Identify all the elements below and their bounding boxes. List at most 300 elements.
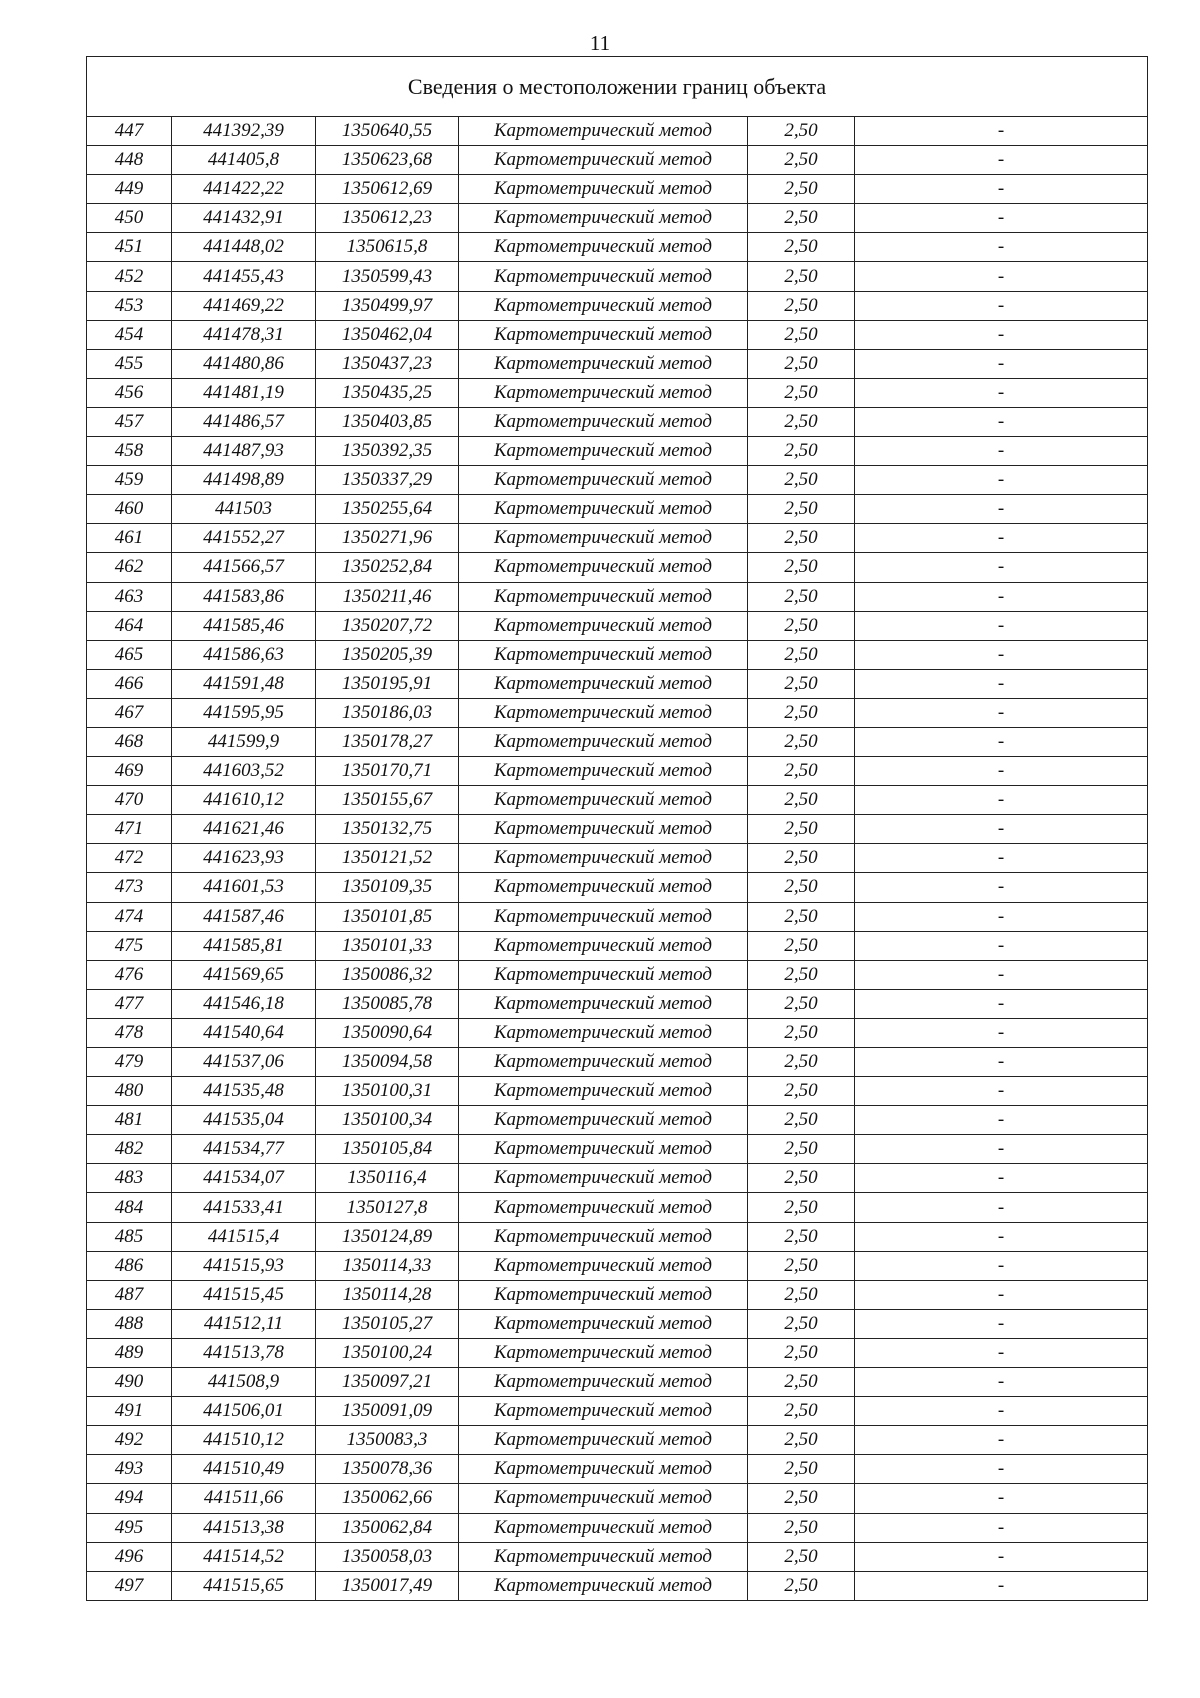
y-coordinate-cell: 1350062,66	[316, 1484, 459, 1513]
method-cell: Картометрический метод	[459, 1397, 748, 1426]
table-row	[87, 407, 1148, 436]
description-cell: -	[855, 1106, 1148, 1135]
y-coordinate-cell: 1350121,52	[316, 844, 459, 873]
table-row	[87, 611, 1148, 640]
point-number-cell: 453	[87, 291, 172, 320]
point-number-cell: 487	[87, 1280, 172, 1309]
y-coordinate-cell: 1350437,23	[316, 349, 459, 378]
description-cell: -	[855, 262, 1148, 291]
point-number-cell: 474	[87, 902, 172, 931]
accuracy-cell: 2,50	[748, 1397, 855, 1426]
table-row	[87, 1309, 1148, 1338]
table-row	[87, 378, 1148, 407]
accuracy-cell: 2,50	[748, 1222, 855, 1251]
description-cell: -	[855, 1164, 1148, 1193]
method-cell: Картометрический метод	[459, 1222, 748, 1251]
description-cell: -	[855, 582, 1148, 611]
point-number-cell: 470	[87, 786, 172, 815]
method-cell: Картометрический метод	[459, 1048, 748, 1077]
y-coordinate-cell: 1350612,69	[316, 175, 459, 204]
method-cell: Картометрический метод	[459, 495, 748, 524]
y-coordinate-cell: 1350124,89	[316, 1222, 459, 1251]
description-cell: -	[855, 320, 1148, 349]
table-row	[87, 931, 1148, 960]
y-coordinate-cell: 1350097,21	[316, 1368, 459, 1397]
y-coordinate-cell: 1350116,4	[316, 1164, 459, 1193]
accuracy-cell: 2,50	[748, 1280, 855, 1309]
table-row	[87, 1513, 1148, 1542]
x-coordinate-cell: 441546,18	[172, 989, 316, 1018]
method-cell: Картометрический метод	[459, 1542, 748, 1571]
x-coordinate-cell: 441469,22	[172, 291, 316, 320]
y-coordinate-cell: 1350109,35	[316, 873, 459, 902]
point-number-cell: 479	[87, 1048, 172, 1077]
method-cell: Картометрический метод	[459, 1251, 748, 1280]
accuracy-cell: 2,50	[748, 1164, 855, 1193]
y-coordinate-cell: 1350085,78	[316, 989, 459, 1018]
point-number-cell: 486	[87, 1251, 172, 1280]
y-coordinate-cell: 1350255,64	[316, 495, 459, 524]
method-cell: Картометрический метод	[459, 931, 748, 960]
y-coordinate-cell: 1350252,84	[316, 553, 459, 582]
x-coordinate-cell: 441595,95	[172, 698, 316, 727]
description-cell: -	[855, 1426, 1148, 1455]
accuracy-cell: 2,50	[748, 262, 855, 291]
y-coordinate-cell: 1350211,46	[316, 582, 459, 611]
description-cell: -	[855, 931, 1148, 960]
method-cell: Картометрический метод	[459, 466, 748, 495]
y-coordinate-cell: 1350091,09	[316, 1397, 459, 1426]
accuracy-cell: 2,50	[748, 1455, 855, 1484]
accuracy-cell: 2,50	[748, 786, 855, 815]
y-coordinate-cell: 1350337,29	[316, 466, 459, 495]
table-row	[87, 1048, 1148, 1077]
x-coordinate-cell: 441534,07	[172, 1164, 316, 1193]
x-coordinate-cell: 441552,27	[172, 524, 316, 553]
table-row	[87, 989, 1148, 1018]
description-cell: -	[855, 204, 1148, 233]
accuracy-cell: 2,50	[748, 611, 855, 640]
point-number-cell: 465	[87, 640, 172, 669]
accuracy-cell: 2,50	[748, 1571, 855, 1600]
accuracy-cell: 2,50	[748, 1048, 855, 1077]
point-number-cell: 469	[87, 757, 172, 786]
description-cell: -	[855, 960, 1148, 989]
method-cell: Картометрический метод	[459, 378, 748, 407]
table-row	[87, 1135, 1148, 1164]
x-coordinate-cell: 441392,39	[172, 117, 316, 146]
y-coordinate-cell: 1350086,32	[316, 960, 459, 989]
description-cell: -	[855, 1368, 1148, 1397]
x-coordinate-cell: 441508,9	[172, 1368, 316, 1397]
table-row	[87, 1542, 1148, 1571]
x-coordinate-cell: 441601,53	[172, 873, 316, 902]
x-coordinate-cell: 441448,02	[172, 233, 316, 262]
method-cell: Картометрический метод	[459, 989, 748, 1018]
table-row	[87, 1251, 1148, 1280]
accuracy-cell: 2,50	[748, 902, 855, 931]
table-row	[87, 349, 1148, 378]
method-cell: Картометрический метод	[459, 1135, 748, 1164]
accuracy-cell: 2,50	[748, 117, 855, 146]
y-coordinate-cell: 1350132,75	[316, 815, 459, 844]
accuracy-cell: 2,50	[748, 844, 855, 873]
accuracy-cell: 2,50	[748, 1542, 855, 1571]
x-coordinate-cell: 441585,46	[172, 611, 316, 640]
table-row	[87, 727, 1148, 756]
table-row	[87, 1368, 1148, 1397]
method-cell: Картометрический метод	[459, 1513, 748, 1542]
accuracy-cell: 2,50	[748, 1193, 855, 1222]
point-number-cell: 494	[87, 1484, 172, 1513]
description-cell: -	[855, 349, 1148, 378]
table-row	[87, 437, 1148, 466]
accuracy-cell: 2,50	[748, 582, 855, 611]
description-cell: -	[855, 553, 1148, 582]
method-cell: Картометрический метод	[459, 1368, 748, 1397]
method-cell: Картометрический метод	[459, 1571, 748, 1600]
method-cell: Картометрический метод	[459, 669, 748, 698]
y-coordinate-cell: 1350017,49	[316, 1571, 459, 1600]
description-cell: -	[855, 117, 1148, 146]
accuracy-cell: 2,50	[748, 1106, 855, 1135]
method-cell: Картометрический метод	[459, 349, 748, 378]
accuracy-cell: 2,50	[748, 233, 855, 262]
method-cell: Картометрический метод	[459, 611, 748, 640]
description-cell: -	[855, 1542, 1148, 1571]
y-coordinate-cell: 1350612,23	[316, 204, 459, 233]
accuracy-cell: 2,50	[748, 553, 855, 582]
point-number-cell: 497	[87, 1571, 172, 1600]
x-coordinate-cell: 441585,81	[172, 931, 316, 960]
table-title-row	[87, 57, 1148, 117]
y-coordinate-cell: 1350100,24	[316, 1338, 459, 1367]
x-coordinate-cell: 441515,4	[172, 1222, 316, 1251]
x-coordinate-cell: 441586,63	[172, 640, 316, 669]
method-cell: Картометрический метод	[459, 1018, 748, 1047]
description-cell: -	[855, 786, 1148, 815]
method-cell: Картометрический метод	[459, 757, 748, 786]
description-cell: -	[855, 466, 1148, 495]
description-cell: -	[855, 1193, 1148, 1222]
description-cell: -	[855, 757, 1148, 786]
point-number-cell: 490	[87, 1368, 172, 1397]
y-coordinate-cell: 1350058,03	[316, 1542, 459, 1571]
point-number-cell: 482	[87, 1135, 172, 1164]
method-cell: Картометрический метод	[459, 1077, 748, 1106]
accuracy-cell: 2,50	[748, 466, 855, 495]
method-cell: Картометрический метод	[459, 262, 748, 291]
accuracy-cell: 2,50	[748, 669, 855, 698]
description-cell: -	[855, 146, 1148, 175]
description-cell: -	[855, 1251, 1148, 1280]
method-cell: Картометрический метод	[459, 1455, 748, 1484]
table-row	[87, 524, 1148, 553]
table-row	[87, 495, 1148, 524]
table-row	[87, 1455, 1148, 1484]
x-coordinate-cell: 441599,9	[172, 727, 316, 756]
method-cell: Картометрический метод	[459, 698, 748, 727]
description-cell: -	[855, 1309, 1148, 1338]
y-coordinate-cell: 1350127,8	[316, 1193, 459, 1222]
point-number-cell: 450	[87, 204, 172, 233]
point-number-cell: 478	[87, 1018, 172, 1047]
table-row	[87, 698, 1148, 727]
point-number-cell: 484	[87, 1193, 172, 1222]
table-row	[87, 1018, 1148, 1047]
method-cell: Картометрический метод	[459, 1426, 748, 1455]
table-row	[87, 1338, 1148, 1367]
method-cell: Картометрический метод	[459, 902, 748, 931]
point-number-cell: 488	[87, 1309, 172, 1338]
table-row	[87, 1077, 1148, 1106]
y-coordinate-cell: 1350101,33	[316, 931, 459, 960]
point-number-cell: 480	[87, 1077, 172, 1106]
method-cell: Картометрический метод	[459, 1193, 748, 1222]
x-coordinate-cell: 441603,52	[172, 757, 316, 786]
y-coordinate-cell: 1350062,84	[316, 1513, 459, 1542]
y-coordinate-cell: 1350403,85	[316, 407, 459, 436]
table-title: Сведения о местоположении границ объекта	[87, 57, 1148, 117]
y-coordinate-cell: 1350114,28	[316, 1280, 459, 1309]
point-number-cell: 468	[87, 727, 172, 756]
y-coordinate-cell: 1350615,8	[316, 233, 459, 262]
table-row	[87, 669, 1148, 698]
accuracy-cell: 2,50	[748, 727, 855, 756]
y-coordinate-cell: 1350114,33	[316, 1251, 459, 1280]
y-coordinate-cell: 1350101,85	[316, 902, 459, 931]
point-number-cell: 457	[87, 407, 172, 436]
table-row	[87, 757, 1148, 786]
accuracy-cell: 2,50	[748, 320, 855, 349]
accuracy-cell: 2,50	[748, 1135, 855, 1164]
y-coordinate-cell: 1350105,27	[316, 1309, 459, 1338]
description-cell: -	[855, 291, 1148, 320]
description-cell: -	[855, 378, 1148, 407]
description-cell: -	[855, 175, 1148, 204]
method-cell: Картометрический метод	[459, 1280, 748, 1309]
method-cell: Картометрический метод	[459, 1164, 748, 1193]
accuracy-cell: 2,50	[748, 175, 855, 204]
table-row	[87, 902, 1148, 931]
x-coordinate-cell: 441537,06	[172, 1048, 316, 1077]
method-cell: Картометрический метод	[459, 117, 748, 146]
accuracy-cell: 2,50	[748, 1077, 855, 1106]
x-coordinate-cell: 441534,77	[172, 1135, 316, 1164]
table-row	[87, 1571, 1148, 1600]
table-row	[87, 1397, 1148, 1426]
description-cell: -	[855, 669, 1148, 698]
x-coordinate-cell: 441478,31	[172, 320, 316, 349]
point-number-cell: 459	[87, 466, 172, 495]
x-coordinate-cell: 441512,11	[172, 1309, 316, 1338]
x-coordinate-cell: 441506,01	[172, 1397, 316, 1426]
table-row	[87, 1106, 1148, 1135]
method-cell: Картометрический метод	[459, 146, 748, 175]
description-cell: -	[855, 1280, 1148, 1309]
accuracy-cell: 2,50	[748, 1513, 855, 1542]
point-number-cell: 447	[87, 117, 172, 146]
point-number-cell: 449	[87, 175, 172, 204]
x-coordinate-cell: 441514,52	[172, 1542, 316, 1571]
description-cell: -	[855, 989, 1148, 1018]
accuracy-cell: 2,50	[748, 1368, 855, 1397]
table-row	[87, 786, 1148, 815]
method-cell: Картометрический метод	[459, 873, 748, 902]
table-row	[87, 815, 1148, 844]
y-coordinate-cell: 1350205,39	[316, 640, 459, 669]
x-coordinate-cell: 441569,65	[172, 960, 316, 989]
description-cell: -	[855, 233, 1148, 262]
y-coordinate-cell: 1350392,35	[316, 437, 459, 466]
x-coordinate-cell: 441621,46	[172, 815, 316, 844]
point-number-cell: 496	[87, 1542, 172, 1571]
description-cell: -	[855, 902, 1148, 931]
table-row	[87, 204, 1148, 233]
x-coordinate-cell: 441535,48	[172, 1077, 316, 1106]
description-cell: -	[855, 1018, 1148, 1047]
y-coordinate-cell: 1350462,04	[316, 320, 459, 349]
method-cell: Картометрический метод	[459, 815, 748, 844]
x-coordinate-cell: 441498,89	[172, 466, 316, 495]
method-cell: Картометрический метод	[459, 1106, 748, 1135]
method-cell: Картометрический метод	[459, 524, 748, 553]
x-coordinate-cell: 441566,57	[172, 553, 316, 582]
description-cell: -	[855, 844, 1148, 873]
boundary-coordinates-table	[86, 56, 1148, 1601]
description-cell: -	[855, 727, 1148, 756]
x-coordinate-cell: 441583,86	[172, 582, 316, 611]
x-coordinate-cell: 441513,38	[172, 1513, 316, 1542]
table-row	[87, 175, 1148, 204]
method-cell: Картометрический метод	[459, 553, 748, 582]
point-number-cell: 471	[87, 815, 172, 844]
x-coordinate-cell: 441623,93	[172, 844, 316, 873]
point-number-cell: 481	[87, 1106, 172, 1135]
y-coordinate-cell: 1350195,91	[316, 669, 459, 698]
x-coordinate-cell: 441515,65	[172, 1571, 316, 1600]
point-number-cell: 461	[87, 524, 172, 553]
x-coordinate-cell: 441487,93	[172, 437, 316, 466]
method-cell: Картометрический метод	[459, 407, 748, 436]
point-number-cell: 458	[87, 437, 172, 466]
accuracy-cell: 2,50	[748, 1251, 855, 1280]
accuracy-cell: 2,50	[748, 495, 855, 524]
point-number-cell: 448	[87, 146, 172, 175]
x-coordinate-cell: 441510,12	[172, 1426, 316, 1455]
table-row	[87, 233, 1148, 262]
accuracy-cell: 2,50	[748, 757, 855, 786]
description-cell: -	[855, 1455, 1148, 1484]
point-number-cell: 491	[87, 1397, 172, 1426]
x-coordinate-cell: 441513,78	[172, 1338, 316, 1367]
table-row	[87, 1280, 1148, 1309]
method-cell: Картометрический метод	[459, 1484, 748, 1513]
method-cell: Картометрический метод	[459, 844, 748, 873]
point-number-cell: 455	[87, 349, 172, 378]
x-coordinate-cell: 441610,12	[172, 786, 316, 815]
y-coordinate-cell: 1350170,71	[316, 757, 459, 786]
description-cell: -	[855, 1135, 1148, 1164]
table-row	[87, 466, 1148, 495]
point-number-cell: 460	[87, 495, 172, 524]
y-coordinate-cell: 1350083,3	[316, 1426, 459, 1455]
point-number-cell: 454	[87, 320, 172, 349]
description-cell: -	[855, 640, 1148, 669]
description-cell: -	[855, 873, 1148, 902]
x-coordinate-cell: 441533,41	[172, 1193, 316, 1222]
description-cell: -	[855, 815, 1148, 844]
accuracy-cell: 2,50	[748, 291, 855, 320]
accuracy-cell: 2,50	[748, 1484, 855, 1513]
x-coordinate-cell: 441405,8	[172, 146, 316, 175]
page-number: 11	[589, 31, 611, 55]
x-coordinate-cell: 441535,04	[172, 1106, 316, 1135]
accuracy-cell: 2,50	[748, 1309, 855, 1338]
accuracy-cell: 2,50	[748, 378, 855, 407]
x-coordinate-cell: 441511,66	[172, 1484, 316, 1513]
table-row	[87, 844, 1148, 873]
description-cell: -	[855, 1397, 1148, 1426]
description-cell: -	[855, 1513, 1148, 1542]
method-cell: Картометрический метод	[459, 1309, 748, 1338]
accuracy-cell: 2,50	[748, 640, 855, 669]
accuracy-cell: 2,50	[748, 698, 855, 727]
point-number-cell: 466	[87, 669, 172, 698]
table-row	[87, 873, 1148, 902]
y-coordinate-cell: 1350100,34	[316, 1106, 459, 1135]
table-body	[87, 117, 1148, 1601]
method-cell: Картометрический метод	[459, 204, 748, 233]
method-cell: Картометрический метод	[459, 1338, 748, 1367]
y-coordinate-cell: 1350178,27	[316, 727, 459, 756]
y-coordinate-cell: 1350435,25	[316, 378, 459, 407]
point-number-cell: 464	[87, 611, 172, 640]
point-number-cell: 472	[87, 844, 172, 873]
y-coordinate-cell: 1350100,31	[316, 1077, 459, 1106]
y-coordinate-cell: 1350105,84	[316, 1135, 459, 1164]
point-number-cell: 495	[87, 1513, 172, 1542]
y-coordinate-cell: 1350078,36	[316, 1455, 459, 1484]
y-coordinate-cell: 1350155,67	[316, 786, 459, 815]
method-cell: Картометрический метод	[459, 640, 748, 669]
x-coordinate-cell: 441422,22	[172, 175, 316, 204]
point-number-cell: 489	[87, 1338, 172, 1367]
y-coordinate-cell: 1350090,64	[316, 1018, 459, 1047]
accuracy-cell: 2,50	[748, 960, 855, 989]
table-row	[87, 553, 1148, 582]
x-coordinate-cell: 441510,49	[172, 1455, 316, 1484]
description-cell: -	[855, 1571, 1148, 1600]
x-coordinate-cell: 441587,46	[172, 902, 316, 931]
point-number-cell: 493	[87, 1455, 172, 1484]
y-coordinate-cell: 1350599,43	[316, 262, 459, 291]
x-coordinate-cell: 441515,45	[172, 1280, 316, 1309]
accuracy-cell: 2,50	[748, 873, 855, 902]
description-cell: -	[855, 1222, 1148, 1251]
accuracy-cell: 2,50	[748, 1018, 855, 1047]
y-coordinate-cell: 1350640,55	[316, 117, 459, 146]
y-coordinate-cell: 1350186,03	[316, 698, 459, 727]
x-coordinate-cell: 441480,86	[172, 349, 316, 378]
y-coordinate-cell: 1350271,96	[316, 524, 459, 553]
x-coordinate-cell: 441455,43	[172, 262, 316, 291]
description-cell: -	[855, 407, 1148, 436]
method-cell: Картометрический метод	[459, 175, 748, 204]
point-number-cell: 456	[87, 378, 172, 407]
accuracy-cell: 2,50	[748, 989, 855, 1018]
x-coordinate-cell: 441540,64	[172, 1018, 316, 1047]
